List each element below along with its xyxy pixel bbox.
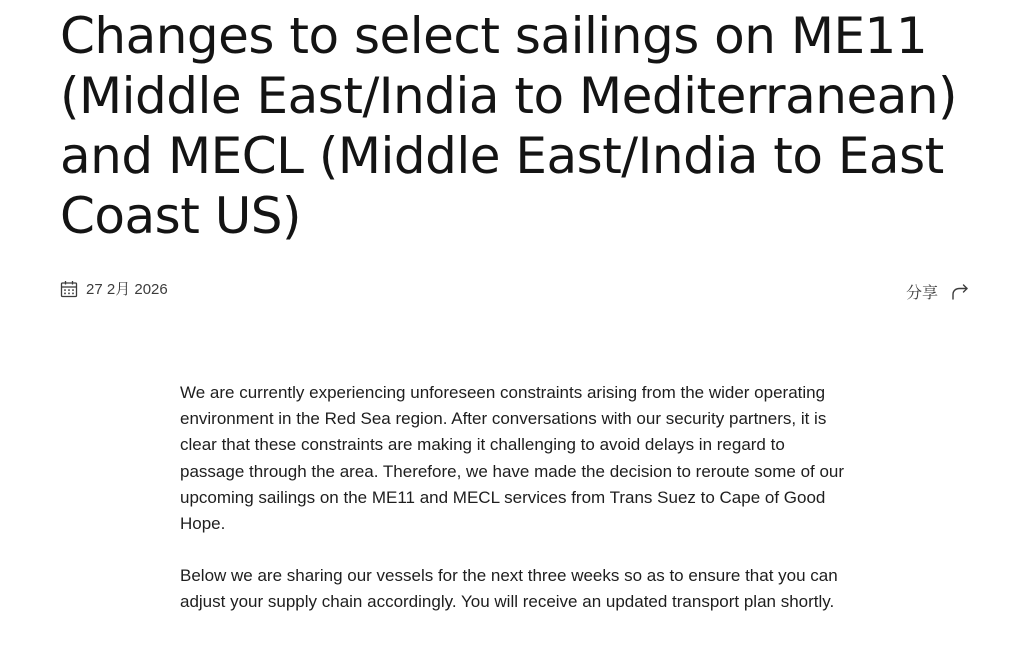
calendar-icon	[60, 280, 78, 298]
share-arrow-icon	[950, 282, 970, 302]
share-label: 分享	[905, 283, 938, 302]
article-meta	[60, 276, 970, 306]
publish-date	[60, 278, 168, 299]
article-paragraph-2: Below we are sharing our vessels for the next three weeks so as to ensure that you can adjust your supply chain accordingly. You will receive an updated transport plan shortly.	[180, 566, 838, 612]
article-paragraph-1: We are currently experiencing unforeseen constraints arising from the wider operating environment in the Red Sea region. After conversations with our security partners, it is clear that these constraints are making it challenging to avoid delays in regard to passage through the area. Therefore, we have made the decision to reroute some of our upcoming sailings on the ME11 and MECL services from Trans Suez to Cape of Good Hope.	[180, 383, 845, 534]
share-button[interactable]	[906, 280, 970, 303]
article-body	[180, 380, 852, 642]
article-title: Changes to select sailings on ME11 (Middle East/India to Mediterranean) and MECL (Middle East/India to East Coast US)	[60, 7, 958, 245]
publish-date-text: 27 2月 2026	[86, 281, 168, 298]
